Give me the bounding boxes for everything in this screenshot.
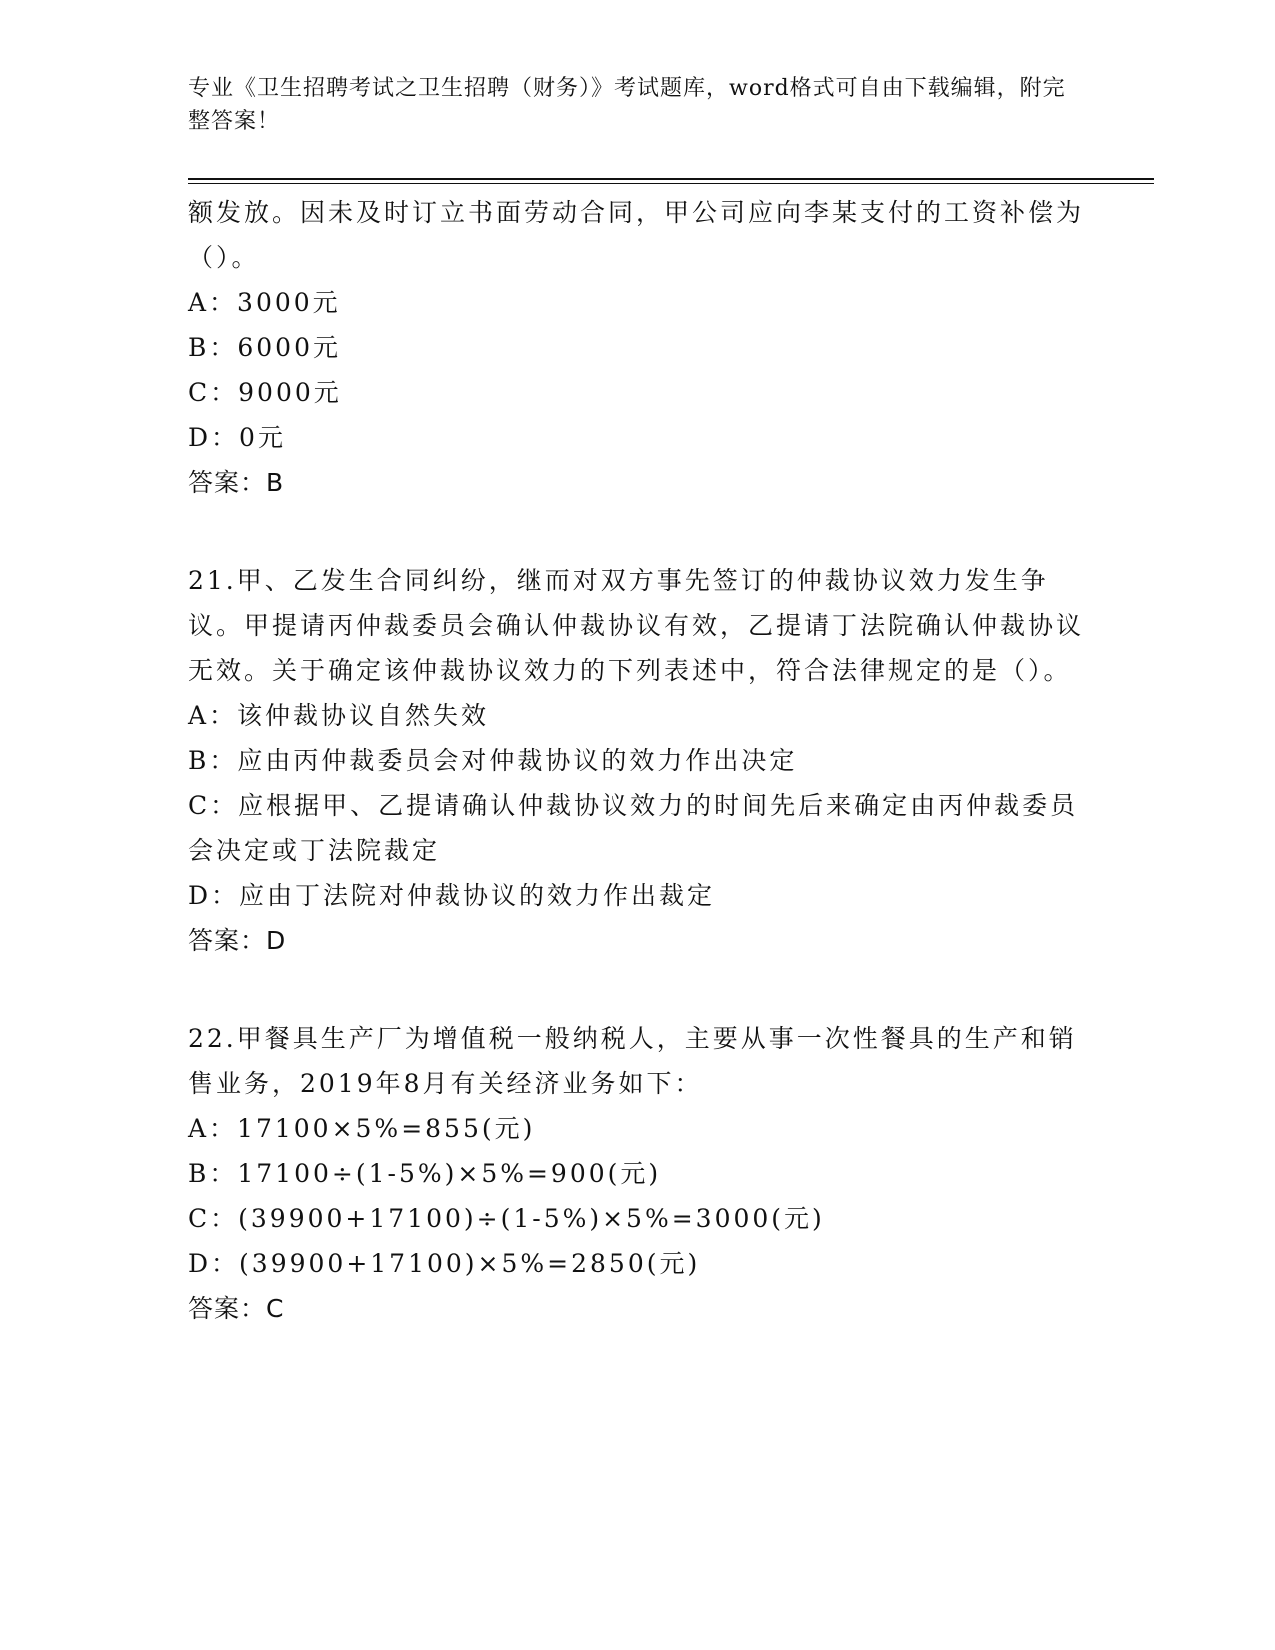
option-b: B：17100÷(1-5%)×5%=900(元) xyxy=(188,1159,662,1188)
option-d: D：0元 xyxy=(188,423,286,452)
option-a: A：该仲裁协议自然失效 xyxy=(188,701,490,730)
option-c: C：应根据甲、乙提请确认仲裁协议效力的时间先后来确定由丙仲裁委员会决定或丁法院裁定 xyxy=(188,791,1079,865)
option-b: B：6000元 xyxy=(188,333,341,362)
answer-line: 答案：B xyxy=(188,468,285,497)
option-d: D：应由丁法院对仲裁协议的效力作出裁定 xyxy=(188,881,716,910)
option-d: D：(39900+17100)×5%=2850(元) xyxy=(188,1249,701,1278)
question-stem: 额发放。因未及时订立书面劳动合同，甲公司应向李某支付的工资补偿为（）。 xyxy=(188,198,1085,272)
option-c: C：(39900+17100)÷(1-5%)×5%=3000(元) xyxy=(188,1204,825,1233)
option-b: B：应由丙仲裁委员会对仲裁协议的效力作出决定 xyxy=(188,746,798,775)
question-content xyxy=(188,190,1088,1331)
question-stem: 22.甲餐具生产厂为增值税一般纳税人，主要从事一次性餐具的生产和销售业务，2019年8月有关经济业务如下： xyxy=(188,1024,1077,1098)
answer-line: 答案：D xyxy=(188,926,287,955)
option-c: C：9000元 xyxy=(188,378,342,407)
option-a: A：3000元 xyxy=(188,288,341,317)
question-block-20 xyxy=(188,190,1088,505)
question-block-21 xyxy=(188,558,1088,963)
answer-line: 答案：C xyxy=(188,1294,285,1323)
header-divider-thin xyxy=(188,183,1154,184)
question-stem: 21.甲、乙发生合同纠纷，继而对双方事先签订的仲裁协议效力发生争议。甲提请丙仲裁委员会确认仲裁协议有效，乙提请丁法院确认仲裁协议无效。关于确定该仲裁协议效力的下列表述中，符合法律规定的是（）。 xyxy=(188,566,1085,685)
header-divider-thick xyxy=(188,178,1154,180)
question-block-22 xyxy=(188,1016,1088,1331)
option-a: A：17100×5%=855(元) xyxy=(188,1114,536,1143)
document-header: 专业《卫生招聘考试之卫生招聘（财务）》考试题库，word格式可自由下载编辑，附完整答案！ xyxy=(188,76,1066,134)
